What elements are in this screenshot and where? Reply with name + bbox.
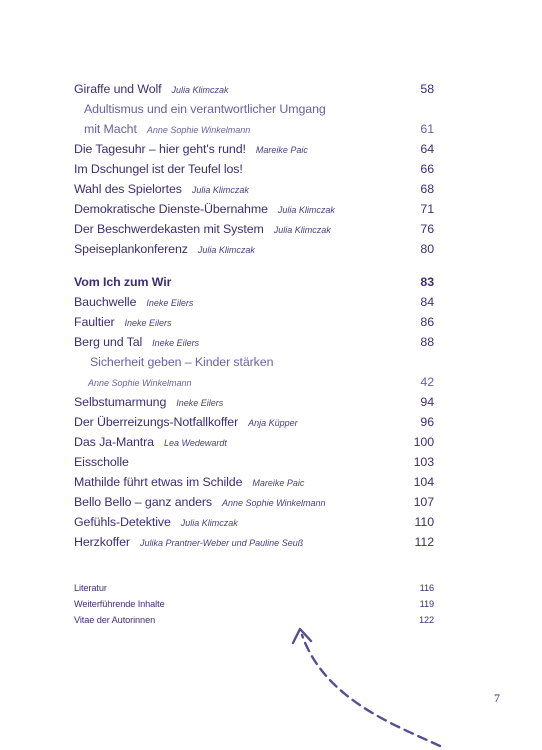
toc-entry-title: Vitae der Autorinnen <box>74 615 156 625</box>
toc-entry-page: 96 <box>420 415 434 429</box>
toc-entry-title: Faultier <box>74 315 115 329</box>
toc-entry-title: Vom Ich zum Wir <box>74 275 172 289</box>
page-number: 7 <box>494 691 500 705</box>
toc-entry-title: Demokratische Dienste-Übernahme <box>74 202 268 216</box>
toc-entry-title: Mathilde führt etwas im Schilde <box>74 475 243 489</box>
toc-entry-title: Bauchwelle <box>74 295 137 309</box>
toc-entry-page: 83 <box>420 275 434 289</box>
toc-entry-title: Der Überreizungs-Notfallkoffer <box>74 415 239 429</box>
toc-entry-title: Das Ja-Mantra <box>74 435 154 449</box>
toc-entry-title: Giraffe und Wolf <box>74 82 162 96</box>
toc-entry-title: Speiseplankonferenz <box>74 242 188 256</box>
toc-entry-page: 58 <box>420 82 434 96</box>
toc-entry-title: Weiterführende Inhalte <box>74 599 165 609</box>
toc-entry-title: Adultismus und ein verantwortlicher Umgang <box>84 102 326 116</box>
toc-entry-page: 122 <box>418 615 434 625</box>
toc-entry-title: Die Tagesuhr – hier geht's rund! <box>74 142 246 156</box>
toc-entry-page: 110 <box>414 515 434 529</box>
toc-entry-page: 94 <box>420 395 434 409</box>
arrow-path <box>302 635 440 746</box>
toc-entry-author: Ineke Eilers <box>152 338 200 348</box>
toc-entry-author: Julia Klimczak <box>180 518 238 528</box>
toc-entry-author: Mareike Paic <box>255 145 308 155</box>
toc-entry-title: Herzkoffer <box>74 535 130 549</box>
toc-entry-author: Julia Klimczak <box>273 225 331 235</box>
toc-entry-page: 104 <box>413 475 434 489</box>
toc-entry-author: Julika Prantner-Weber und Pauline Seuß <box>139 538 304 548</box>
toc-entry-author: Ineke Eilers <box>124 318 172 328</box>
toc-entry-title: Eisscholle <box>74 455 129 469</box>
toc-entry-author: Julia Klimczak <box>171 85 229 95</box>
toc-entry-page: 112 <box>414 535 434 549</box>
toc-entry-author: Anja Küpper <box>248 418 298 428</box>
toc-entry-title: Im Dschungel ist der Teufel los! <box>74 162 243 176</box>
toc-entry-author: Lea Wedewardt <box>163 438 227 448</box>
toc-entry-page: 66 <box>420 162 434 176</box>
toc-entry-page: 42 <box>420 375 434 389</box>
toc-entry-title: Gefühls-Detektive <box>74 515 171 529</box>
toc-entry-page: 64 <box>420 142 434 156</box>
toc-entry-title: Wahl des Spielortes <box>74 182 182 196</box>
toc-entry-title: Sicherheit geben – Kinder stärken <box>90 355 274 369</box>
toc-entry-page: 68 <box>420 182 434 196</box>
toc-entry-page: 107 <box>413 495 434 509</box>
toc-entry-author: Anne Sophie Winkelmann <box>146 125 251 135</box>
toc-entry-page: 71 <box>420 202 434 216</box>
toc-entry-author: Ineke Eilers <box>146 298 194 308</box>
toc-entry-author: Anne Sophie Winkelmann <box>222 498 326 508</box>
toc-entry-author: Julia Klimczak <box>277 205 335 215</box>
toc-entry-page: 76 <box>420 222 434 236</box>
toc-entry-author: Julia Klimczak <box>191 185 249 195</box>
toc-entry-author: Mareike Paic <box>252 478 305 488</box>
toc-entry-author: Julia Klimczak <box>197 245 255 255</box>
toc-entry-page: 80 <box>420 242 434 256</box>
toc-entry-page: 88 <box>420 335 434 349</box>
toc-entry-title: Der Beschwerdekasten mit System <box>74 222 264 236</box>
toc-entry-page: 84 <box>420 295 434 309</box>
toc-entry-title: Literatur <box>74 583 107 593</box>
toc-entry-page: 116 <box>419 583 434 593</box>
toc-entry-page: 119 <box>419 599 434 609</box>
toc-entry-title: mit Macht <box>84 122 137 136</box>
toc-entry-page: 103 <box>413 455 434 469</box>
toc-entry-page: 86 <box>420 315 434 329</box>
toc-entry-author: Ineke Eilers <box>176 398 224 408</box>
toc-entry-page: 100 <box>413 435 434 449</box>
toc-entry-title: Bello Bello – ganz anders <box>74 495 213 509</box>
toc-entry-title: Berg und Tal <box>74 335 143 349</box>
toc-entry-author: Anne Sophie Winkelmann <box>88 378 192 388</box>
toc-entry-title: Selbstumarmung <box>74 395 167 409</box>
toc-entry-page: 61 <box>420 122 434 136</box>
